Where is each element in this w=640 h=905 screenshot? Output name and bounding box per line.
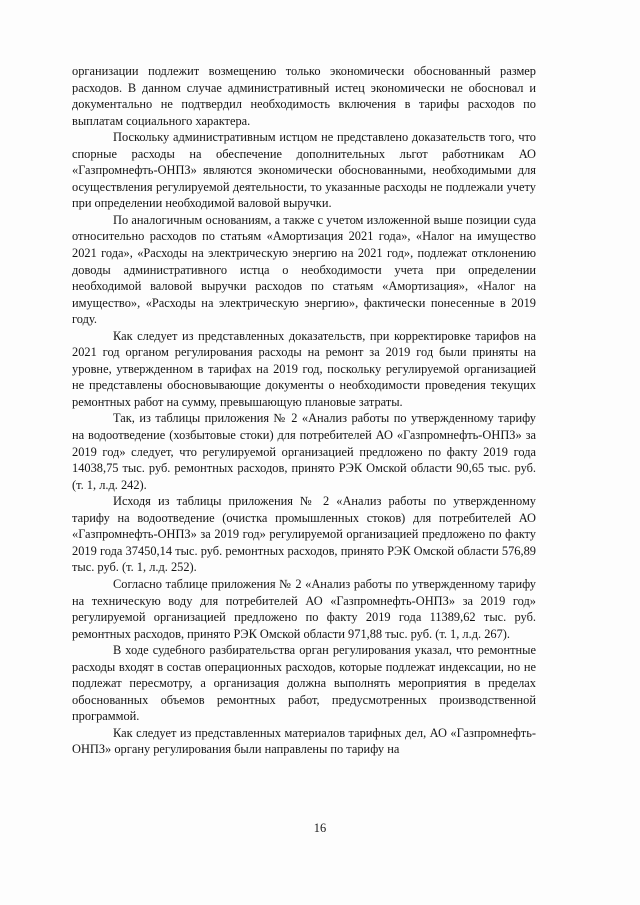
paragraph-3: По аналогичным основаниям, а также с учетом изложенной выше позиции суда относительно расходов по статьям «Амортизация 2021 года», «Налог на имущество 2021 года», «Расходы на электрическую энергию на 2021 год», подлежат отклонению доводы административного истца о необходимости учета при определении необходимой валовой выручки расходов по статьям «Амортизация», «Налог на имущество», «Расходы на электрическую энергию», фактически понесенные в 2019 году. [72, 212, 536, 327]
paragraph-2: Поскольку административным истцом не представлено доказательств того, что спорные расходы на обеспечение дополнительных льгот работникам АО «Газпромнефть-ОНПЗ» являются экономически обоснованными, необходимыми для осуществления регулируемой деятельности, то указанные расходы не подлежали учету при определении необходимой валовой выручки. [72, 130, 536, 211]
document-body [72, 63, 536, 758]
paragraph-8: В ходе судебного разбирательства орган регулирования указал, что ремонтные расходы входят в состав операционных расходов, которые подлежат индексации, но не подлежат пересмотру, а организация должна выполнять мероприятия в пределах обоснованных объемов ремонтных работ, предусмотренных производственной программой. [72, 643, 536, 724]
paragraph-5: Так, из таблицы приложения № 2 «Анализ работы по утвержденному тарифу на водоотведение (хозбытовые стоки) для потребителей АО «Газпромнефть-ОНПЗ» за 2019 год» следует, что регулируемой организацией предложено по факту 2019 года 14038,75 тыс. руб. ремонтных расходов, принято РЭК Омской области 90,65 тыс. руб. (т. 1, л.д. 242). [72, 411, 536, 492]
paragraph-6: Исходя из таблицы приложения № 2 «Анализ работы по утвержденному тарифу на водоотведение (очистка промышленных стоков) для потребителей АО «Газпромнефть-ОНПЗ» за 2019 год» регулируемой организацией предложено по факту 2019 года 37450,14 тыс. руб. ремонтных расходов, принято РЭК Омской области 576,89 тыс. руб. (т. 1, л.д. 252). [72, 494, 536, 575]
paragraph-9: Как следует из представленных материалов тарифных дел, АО «Газпромнефть-ОНПЗ» органу регулирования были направлены по тарифу на [72, 725, 536, 757]
paragraph-7: Согласно таблице приложения № 2 «Анализ работы по утвержденному тарифу на техническую воду для потребителей АО «Газпромнефть-ОНПЗ» за 2019 год» регулируемой организацией предложено по факту 2019 года 11389,62 тыс. руб. ремонтных расходов, принято РЭК Омской области 971,88 тыс. руб. (т. 1, л.д. 267). [72, 576, 536, 641]
paragraph-1: организации подлежит возмещению только экономически обоснованный размер расходов. В данном случае административный истец экономически не обосновал и документально не подтвердил необходимость включения в тарифы расходов по выплатам социального характера. [72, 64, 536, 128]
paragraph-4: Как следует из представленных доказательств, при корректировке тарифов на 2021 год органом регулирования расходы на ремонт за 2019 год были приняты на уровне, утвержденном в тарифах на 2019 год, поскольку регулируемой организацией не представлены обосновывающие документы о необходимости проведения текущих ремонтных работ на сумму, превышающую плановые затраты. [72, 328, 536, 409]
page-number: 16 [313, 821, 327, 835]
